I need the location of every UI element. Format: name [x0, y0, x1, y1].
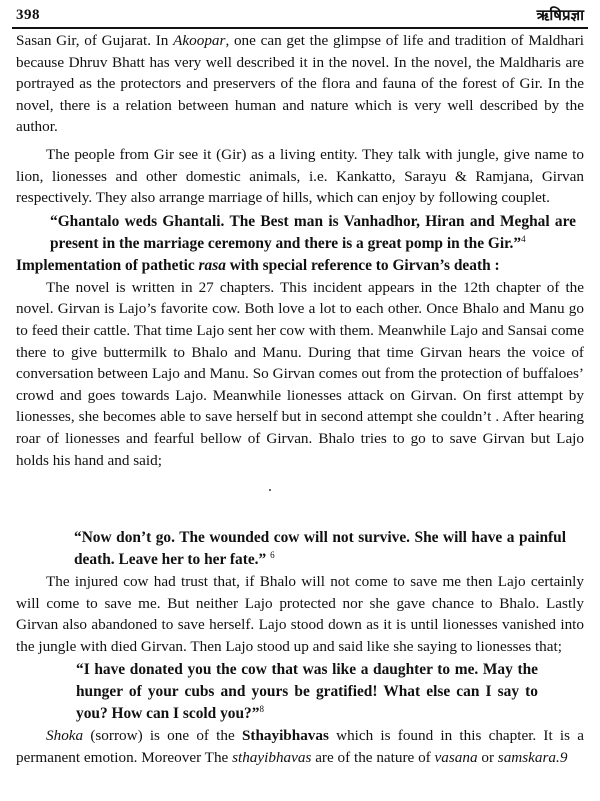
- article-body: [16, 30, 584, 769]
- page-number: 398: [16, 6, 40, 23]
- header-rule: [12, 27, 588, 29]
- term-samskara: samskara: [497, 749, 557, 767]
- p5-text-2: which is found in this chapter. It is a permanent emotion. Moreover The: [16, 727, 584, 767]
- footnote-ref-9: .9: [556, 749, 568, 767]
- paragraph-1: Sasan Gir, of Gujarat. In Akoopar, one can get the glimpse of life and tradition of Maldhari because Dhruv Bhatt has very well described it in the novel. In the novel, the Maldharis are portrayed as the protectors and preservers of the flora and fauna of the forest of Gir. In the novel, there is a relation between human and nature which is very well described by the author.: [16, 32, 584, 136]
- p5-text-1: (sorrow) is one of the: [83, 727, 242, 745]
- footnote-ref-6: 6: [270, 550, 275, 561]
- block-quote-1: [16, 211, 584, 255]
- p5-text-3: are of the nature of: [311, 749, 435, 767]
- page-header: [16, 4, 584, 26]
- term-sthayibhavas: Sthayibhavas: [241, 727, 329, 745]
- blank-space: [16, 471, 584, 525]
- footnote-ref-8: 8: [259, 704, 264, 715]
- quote-3-text: “I have donated you the cow that was like a daughter to me. May the hunger of your cubs and yours be gratified! What else can I say to you? How can I scold you?”: [76, 661, 538, 723]
- running-title: ऋषिप्रज्ञा: [536, 6, 584, 24]
- section-heading: [16, 255, 584, 277]
- paragraph-5: [16, 725, 584, 768]
- block-quote-3: [16, 659, 584, 725]
- quote-2-text: “Now don’t go. The wounded cow will not survive. She will have a painful death. Leave her to her fate.”: [74, 529, 566, 569]
- heading-rasa: rasa: [198, 256, 226, 274]
- scan-speck: [269, 489, 271, 491]
- footnote-ref-4: 4: [521, 233, 526, 244]
- paragraph-4: The injured cow had trust that, if Bhalo will not come to save me then Lajo certainly will come to save me. But neither Lajo protected nor she gave chance to Bhalo. Lastly Girvan also abandoned to save herself. Lajo stood down as it is until lionesses vanished into the jungle with died Girvan. Then Lajo stood up and said like she saying to lionesses that;: [16, 573, 584, 655]
- paragraph-2: The people from Gir see it (Gir) as a living entity. They talk with jungle, give name to lion, lionesses and other domestic animals, i.e. Kankatto, Sarayu & Ramjana, Girvan respectively. They also arrange marriage of hills, which can enjoy by following couplet.: [16, 145, 584, 207]
- p5-text-4: or: [477, 749, 498, 767]
- term-vasana: vasana: [434, 749, 478, 767]
- novel-title: Akoopar: [173, 32, 226, 49]
- paragraph-3: The novel is written in 27 chapters. This incident appears in the 12th chapter of the novel. Girvan is Lajo’s favorite cow. Both love a lot to each other. Once Bhalo and Manu go to feed their cattle. That time Lajo sent her cow with them. Meanwhile Lajo and Sansai come there to give buttermilk to Bhalo and Manu. During that time Girvan hears the voice of conversation between Lajo and Manu. So Girvan comes out from the protection of buffaloes’ crowd and goes towards Lajo. Meanwhile lionesses attack on Girvan. On first attempt by lionesses, she becomes able to save herself but in second attempt she couldn’t . After hearing roar of lionesses and fearful bellow of Girvan. Bhalo tries to go to save Girvan but Lajo holds his hand and said;: [16, 278, 584, 469]
- quote-1-text: “Ghantalo weds Ghantali. The Best man is Vanhadhor, Hiran and Meghal are present in the marriage ceremony and there is a great pomp in the Gir.”: [50, 212, 576, 252]
- heading-part-1: Implementation of pathetic: [16, 256, 199, 274]
- term-shoka: Shoka: [46, 727, 84, 745]
- term-sthayibhavas-italic: sthayibhavas: [232, 749, 312, 767]
- block-quote-2: [16, 527, 584, 571]
- heading-part-2: with special reference to Girvan’s death :: [225, 256, 500, 274]
